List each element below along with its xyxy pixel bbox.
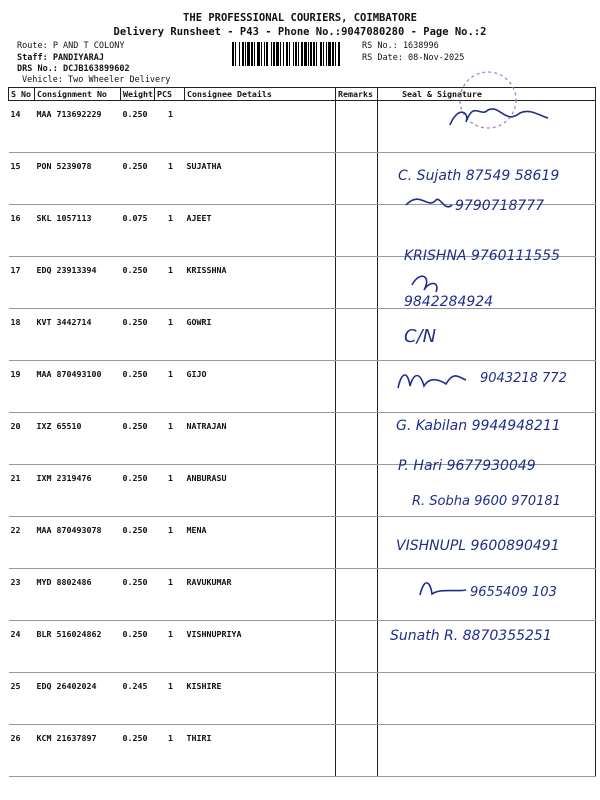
- row-consignment: SKL 1057113: [35, 205, 121, 257]
- runsheet-title: Delivery Runsheet - P43 - Phone No.:9047080280 - Page No.:2: [113, 26, 487, 38]
- row-signature-cell: [378, 621, 596, 673]
- route-label: Route: P AND T COLONY: [17, 41, 125, 51]
- row-signature-cell: [378, 673, 596, 725]
- rs-number: RS No.: 1638996: [362, 41, 439, 51]
- row-weight: 0.250: [121, 517, 155, 569]
- row-remarks: [336, 153, 378, 205]
- row-consignee: VISHNUPRIYA: [185, 621, 336, 673]
- row-sno: 14: [9, 101, 35, 153]
- signature-21: G. Kabilan 9944948211: [396, 418, 561, 434]
- row-sno: 24: [9, 621, 35, 673]
- row-consignee: AJEET: [185, 205, 336, 257]
- row-pcs: 1: [155, 621, 185, 673]
- row-remarks: [336, 101, 378, 153]
- row-signature-cell: [378, 465, 596, 517]
- signature-22: P. Hari 9677930049: [398, 458, 536, 474]
- signature-17: KRISHNA 9760111555: [404, 248, 561, 264]
- row-remarks: [336, 309, 378, 361]
- row-pcs: 1: [155, 205, 185, 257]
- row-signature-cell: [378, 569, 596, 621]
- row-remarks: [336, 673, 378, 725]
- row-consignee: NATRAJAN: [185, 413, 336, 465]
- row-weight: 0.250: [121, 361, 155, 413]
- row-consignee: GIJO: [185, 361, 336, 413]
- row-consignment: MAA 870493100: [35, 361, 121, 413]
- col-consignment: Consignment No: [35, 88, 121, 101]
- row-sno: 20: [9, 413, 35, 465]
- signature-25: 9655409 103: [470, 585, 557, 600]
- row-consignment: MAA 870493078: [35, 517, 121, 569]
- row-consignment: EDQ 26402024: [35, 673, 121, 725]
- row-weight: 0.250: [121, 257, 155, 309]
- row-signature-cell: [378, 309, 596, 361]
- table-row: [9, 725, 596, 777]
- row-sno: 15: [9, 153, 35, 205]
- col-pcs: PCS: [155, 88, 185, 101]
- barcode-image: [232, 42, 356, 66]
- row-consignment: MYD 8802486: [35, 569, 121, 621]
- drs-number: DRS No.: DCJB163899602: [17, 64, 130, 74]
- row-signature-cell: [378, 517, 596, 569]
- row-consignment: IXM 2319476: [35, 465, 121, 517]
- table-row: [9, 153, 596, 205]
- row-sno: 25: [9, 673, 35, 725]
- col-remarks: Remarks: [336, 88, 378, 101]
- row-consignment: IXZ 65510: [35, 413, 121, 465]
- row-weight: 0.245: [121, 673, 155, 725]
- table-row: [9, 361, 596, 413]
- signature-18: 9842284924: [404, 294, 494, 310]
- row-consignment: KCM 21637897: [35, 725, 121, 777]
- row-signature-cell: [378, 153, 596, 205]
- row-sno: 26: [9, 725, 35, 777]
- row-remarks: [336, 205, 378, 257]
- row-signature-cell: [378, 361, 596, 413]
- runsheet-table: [8, 87, 596, 777]
- signature-15: C. Sujath 87549 58619: [398, 168, 560, 184]
- row-sno: 19: [9, 361, 35, 413]
- row-weight: 0.250: [121, 569, 155, 621]
- row-consignee: GOWRI: [185, 309, 336, 361]
- row-consignee: RAVUKUMAR: [185, 569, 336, 621]
- row-remarks: [336, 361, 378, 413]
- row-consignment: PON 5239078: [35, 153, 121, 205]
- row-pcs: 1: [155, 517, 185, 569]
- row-consignment: BLR 516024862: [35, 621, 121, 673]
- company-name: THE PROFESSIONAL COURIERS, COIMBATORE: [183, 12, 417, 24]
- row-weight: 0.250: [121, 413, 155, 465]
- row-weight: 0.250: [121, 153, 155, 205]
- row-weight: 0.075: [121, 205, 155, 257]
- col-sno: S No: [9, 88, 35, 101]
- row-sno: 16: [9, 205, 35, 257]
- table-row: [9, 517, 596, 569]
- table-row: [9, 465, 596, 517]
- table-row: [9, 413, 596, 465]
- col-consignee: Consignee Details: [185, 88, 336, 101]
- row-consignment: EDQ 23913394: [35, 257, 121, 309]
- table-row: [9, 309, 596, 361]
- vehicle-label: Vehicle: Two Wheeler Delivery: [22, 75, 171, 85]
- rs-date: RS Date: 08-Nov-2025: [362, 53, 465, 63]
- row-consignee: SUJATHA: [185, 153, 336, 205]
- row-pcs: 1: [155, 465, 185, 517]
- table-row: [9, 101, 596, 153]
- row-consignment: KVT 3442714: [35, 309, 121, 361]
- row-consignment: MAA 713692229: [35, 101, 121, 153]
- row-consignee: MENA: [185, 517, 336, 569]
- row-weight: 0.250: [121, 621, 155, 673]
- row-pcs: 1: [155, 725, 185, 777]
- row-signature-cell: [378, 413, 596, 465]
- table-row: [9, 569, 596, 621]
- row-consignee: ANBURASU: [185, 465, 336, 517]
- row-remarks: [336, 621, 378, 673]
- row-consignee: KISHIRE: [185, 673, 336, 725]
- row-sno: 18: [9, 309, 35, 361]
- row-weight: 0.250: [121, 725, 155, 777]
- signature-26: Sunath R. 8870355251: [390, 628, 552, 644]
- row-sno: 22: [9, 517, 35, 569]
- row-signature-cell: [378, 101, 596, 153]
- row-pcs: 1: [155, 413, 185, 465]
- col-weight: Weight: [121, 88, 155, 101]
- signature-16: 9790718777: [455, 198, 545, 214]
- row-sno: 23: [9, 569, 35, 621]
- row-remarks: [336, 569, 378, 621]
- row-weight: 0.250: [121, 309, 155, 361]
- table-row: [9, 205, 596, 257]
- row-sno: 21: [9, 465, 35, 517]
- row-pcs: 1: [155, 153, 185, 205]
- staff-label: Staff: PANDIYARAJ: [17, 53, 104, 63]
- table-row: [9, 257, 596, 309]
- signature-20: 9043218 772: [480, 371, 567, 386]
- row-weight: 0.250: [121, 465, 155, 517]
- row-consignee: [185, 101, 336, 153]
- row-pcs: 1: [155, 309, 185, 361]
- row-consignee: THIRI: [185, 725, 336, 777]
- row-pcs: 1: [155, 569, 185, 621]
- signature-19: C/N: [404, 326, 437, 347]
- col-signature: Seal & Signature: [378, 88, 596, 101]
- row-remarks: [336, 517, 378, 569]
- row-signature-cell: [378, 257, 596, 309]
- row-pcs: 1: [155, 257, 185, 309]
- row-remarks: [336, 725, 378, 777]
- table-header-row: [9, 88, 596, 101]
- row-pcs: 1: [155, 101, 185, 153]
- row-pcs: 1: [155, 673, 185, 725]
- signature-24: VISHNUPL 9600890491: [396, 538, 560, 554]
- row-remarks: [336, 465, 378, 517]
- row-signature-cell: [378, 725, 596, 777]
- row-pcs: 1: [155, 361, 185, 413]
- row-sno: 17: [9, 257, 35, 309]
- row-signature-cell: [378, 205, 596, 257]
- row-remarks: [336, 257, 378, 309]
- row-consignee: KRISSHNA: [185, 257, 336, 309]
- table-row: [9, 621, 596, 673]
- row-weight: 0.250: [121, 101, 155, 153]
- row-remarks: [336, 413, 378, 465]
- table-row: [9, 673, 596, 725]
- signature-23: R. Sobha 9600 970181: [412, 494, 561, 509]
